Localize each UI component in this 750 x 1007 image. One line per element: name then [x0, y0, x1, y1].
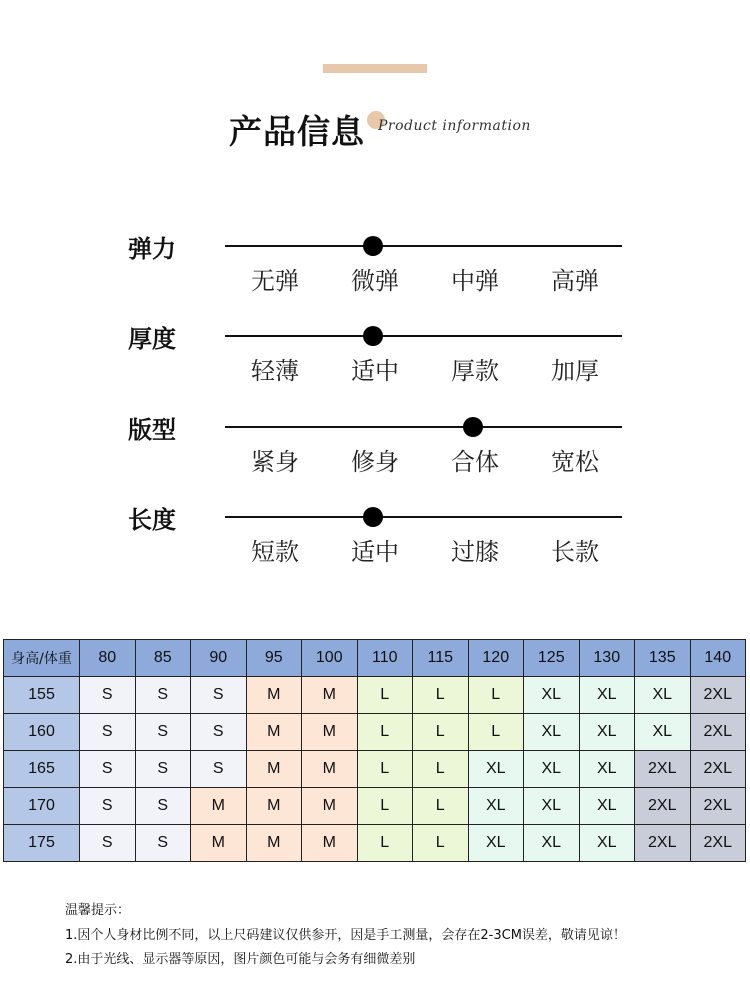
size-cell: XL	[524, 714, 580, 751]
size-cell: S	[135, 825, 191, 862]
size-cell: M	[246, 751, 302, 788]
note-line-1: 1.因个人身材比例不同，以上尺码建议仅供参开，因是手工测量，会存在2-3CM误差，敬请见谅！	[65, 928, 626, 943]
weight-header: 140	[690, 640, 746, 677]
size-cell: S	[191, 714, 247, 751]
height-header: 160	[4, 714, 80, 751]
size-cell: L	[413, 788, 469, 825]
top-accent-bar	[323, 64, 427, 73]
attribute-option: 厚款	[451, 357, 499, 385]
size-cell: XL	[635, 714, 691, 751]
size-cell: XL	[524, 751, 580, 788]
size-chart-row	[4, 714, 746, 751]
attribute-option: 短款	[251, 538, 299, 566]
size-chart-row	[4, 825, 746, 862]
note-line-2: 2.由于光线、显示器等原因，图片颜色可能与会务有细微差别	[65, 952, 416, 967]
size-cell: L	[413, 714, 469, 751]
weight-header: 115	[413, 640, 469, 677]
size-cell: L	[468, 677, 524, 714]
size-chart-row	[4, 788, 746, 825]
attribute-option: 适中	[351, 357, 399, 385]
size-cell: XL	[468, 788, 524, 825]
size-cell: XL	[579, 751, 635, 788]
size-cell: 2XL	[635, 788, 691, 825]
size-cell: S	[135, 751, 191, 788]
attribute-option: 紧身	[251, 448, 299, 476]
attribute-selected-marker	[363, 236, 383, 256]
size-cell: L	[357, 751, 413, 788]
height-header: 165	[4, 751, 80, 788]
size-cell: M	[191, 788, 247, 825]
size-cell: L	[413, 751, 469, 788]
size-cell: XL	[468, 751, 524, 788]
size-cell: XL	[635, 677, 691, 714]
size-cell: XL	[579, 714, 635, 751]
size-cell: M	[302, 788, 358, 825]
attribute-option: 加厚	[551, 357, 599, 385]
size-cell: XL	[579, 677, 635, 714]
attribute-option: 无弹	[251, 267, 299, 295]
attribute-label: 弹力	[128, 235, 176, 263]
size-cell: XL	[524, 677, 580, 714]
attribute-scale-line	[225, 335, 622, 337]
weight-header: 80	[80, 640, 136, 677]
attribute-label: 长度	[128, 506, 176, 534]
weight-header: 95	[246, 640, 302, 677]
size-cell: 2XL	[690, 825, 746, 862]
size-cell: S	[80, 751, 136, 788]
size-cell: 2XL	[690, 751, 746, 788]
size-chart-row	[4, 677, 746, 714]
size-cell: XL	[468, 825, 524, 862]
size-chart-row	[4, 751, 746, 788]
attribute-selected-marker	[363, 326, 383, 346]
size-cell: XL	[579, 788, 635, 825]
size-chart-header-row	[4, 640, 746, 677]
attribute-option: 过膝	[451, 538, 499, 566]
notes-heading: 温馨提示：	[65, 903, 131, 918]
size-cell: L	[413, 825, 469, 862]
size-cell: M	[246, 825, 302, 862]
weight-header: 125	[524, 640, 580, 677]
height-header: 155	[4, 677, 80, 714]
weight-header: 135	[635, 640, 691, 677]
size-cell: 2XL	[690, 788, 746, 825]
size-cell: S	[80, 714, 136, 751]
attribute-label: 版型	[128, 416, 176, 444]
attribute-selected-marker	[363, 507, 383, 527]
size-cell: L	[413, 677, 469, 714]
size-cell: M	[246, 714, 302, 751]
height-header: 170	[4, 788, 80, 825]
size-cell: S	[80, 825, 136, 862]
size-cell: XL	[579, 825, 635, 862]
attribute-scale-line	[225, 426, 622, 428]
attribute-option: 中弹	[451, 267, 499, 295]
size-cell: XL	[524, 825, 580, 862]
attribute-option: 合体	[451, 448, 499, 476]
weight-header: 100	[302, 640, 358, 677]
attribute-scale-line	[225, 516, 622, 518]
size-cell: M	[191, 825, 247, 862]
size-cell: L	[357, 788, 413, 825]
size-chart-corner: 身高/体重	[4, 640, 80, 677]
attribute-option: 修身	[351, 448, 399, 476]
size-cell: M	[302, 677, 358, 714]
size-cell: 2XL	[635, 825, 691, 862]
size-cell: M	[246, 788, 302, 825]
size-cell: 2XL	[690, 714, 746, 751]
attribute-label: 厚度	[128, 325, 176, 353]
weight-header: 90	[191, 640, 247, 677]
attribute-scale-line	[225, 245, 622, 247]
attribute-option: 长款	[551, 538, 599, 566]
size-cell: S	[80, 677, 136, 714]
weight-header: 110	[357, 640, 413, 677]
size-chart	[3, 639, 746, 862]
weight-header: 85	[135, 640, 191, 677]
size-cell: S	[135, 714, 191, 751]
size-cell: L	[357, 825, 413, 862]
size-cell: M	[302, 825, 358, 862]
attribute-option: 适中	[351, 538, 399, 566]
size-cell: 2XL	[635, 751, 691, 788]
size-cell: 2XL	[690, 677, 746, 714]
size-cell: M	[246, 677, 302, 714]
size-cell: M	[302, 714, 358, 751]
attribute-option: 宽松	[551, 448, 599, 476]
size-cell: M	[302, 751, 358, 788]
page-subtitle: Product information	[378, 118, 531, 134]
attribute-option: 高弹	[551, 267, 599, 295]
height-header: 175	[4, 825, 80, 862]
size-cell: L	[357, 677, 413, 714]
size-cell: L	[357, 714, 413, 751]
size-cell: S	[191, 677, 247, 714]
size-cell: S	[135, 788, 191, 825]
size-cell: XL	[524, 788, 580, 825]
size-cell: S	[135, 677, 191, 714]
weight-header: 120	[468, 640, 524, 677]
weight-header: 130	[579, 640, 635, 677]
page-title: 产品信息	[229, 112, 365, 151]
attribute-option: 微弹	[351, 267, 399, 295]
size-cell: L	[468, 714, 524, 751]
size-cell: S	[80, 788, 136, 825]
attribute-option: 轻薄	[251, 357, 299, 385]
size-cell: S	[191, 751, 247, 788]
attribute-selected-marker	[463, 417, 483, 437]
